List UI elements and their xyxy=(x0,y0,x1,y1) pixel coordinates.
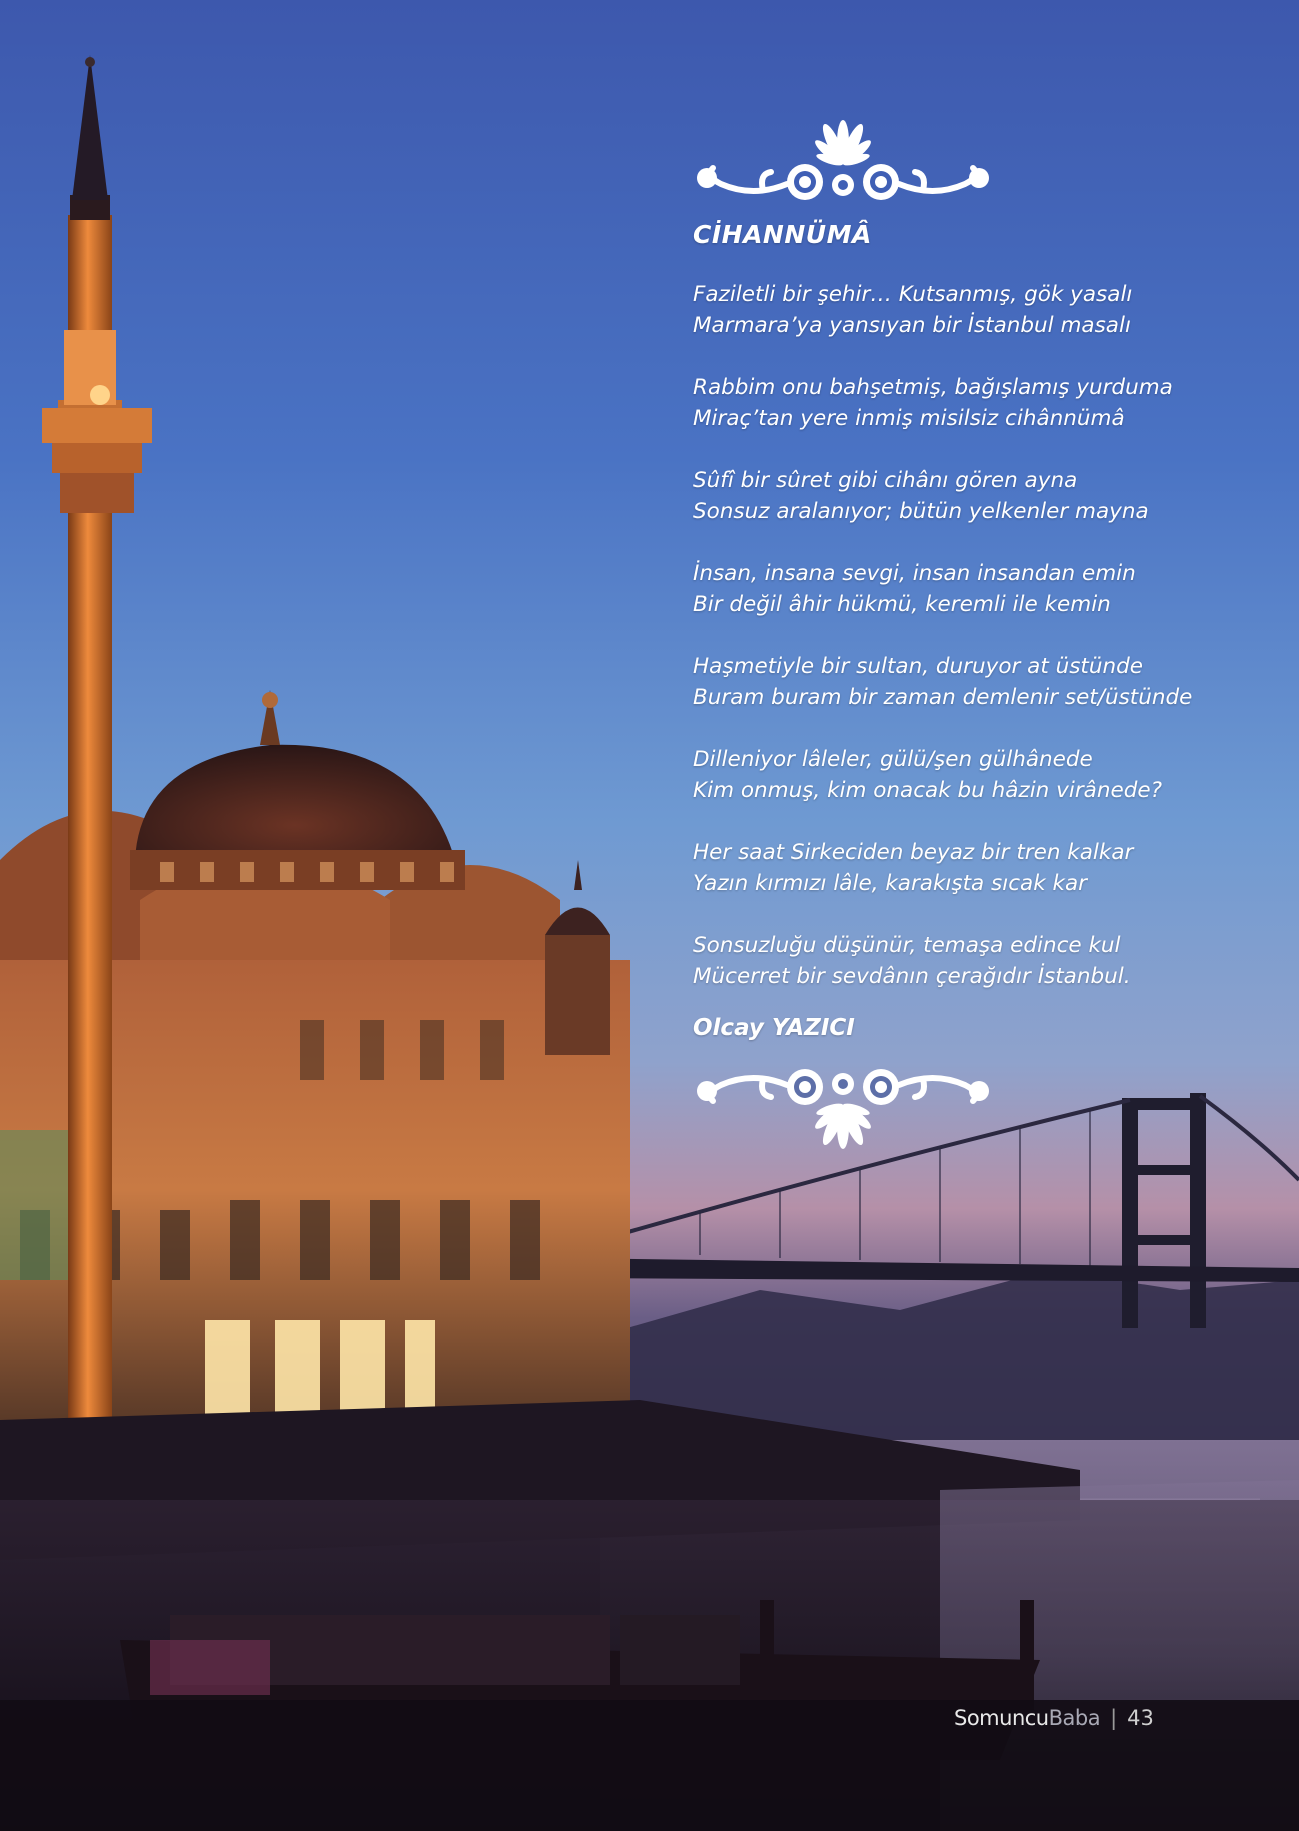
stanza xyxy=(693,465,1253,527)
stanza xyxy=(693,744,1253,806)
poem-line: Bir değil âhir hükmü, keremli ile kemin xyxy=(693,592,1111,617)
poem-line: Faziletli bir şehir… Kutsanmış, gök yasalı xyxy=(693,282,1133,307)
footer-separator: | xyxy=(1110,1706,1118,1730)
poem-line: İnsan, insana sevgi, insan insandan emin xyxy=(693,561,1136,586)
brand-name-part2: Baba xyxy=(1048,1706,1101,1730)
page-footer xyxy=(954,1703,1154,1733)
poem-line: Kim onmuş, kim onacak bu hâzin virânede? xyxy=(693,778,1162,803)
poem-title: CİHANNÜMÂ xyxy=(693,220,872,249)
stanza xyxy=(693,651,1253,713)
brand-name-part1: Somuncu xyxy=(954,1706,1049,1730)
poem-line: Buram buram bir zaman demlenir set/üstünde xyxy=(693,685,1193,710)
stanza xyxy=(693,372,1253,434)
poem-line: Marmara’ya yansıyan bir İstanbul masalı xyxy=(693,313,1131,338)
page-number: 43 xyxy=(1127,1706,1154,1730)
poem-line: Yazın kırmızı lâle, karakışta sıcak kar xyxy=(693,871,1087,896)
stanza xyxy=(693,558,1253,620)
scroll-ornament-icon xyxy=(693,110,993,210)
stanza xyxy=(693,930,1253,992)
poem-line: Mücerret bir sevdânın çerağıdır İstanbul. xyxy=(693,964,1131,989)
poem-line: Dilleniyor lâleler, gülü/şen gülhânede xyxy=(693,747,1093,772)
stanza xyxy=(693,837,1253,899)
poem-author: Olcay YAZICI xyxy=(693,1015,855,1041)
scroll-ornament-icon xyxy=(693,1059,993,1159)
poem-line: Sûfî bir sûret gibi cihânı gören ayna xyxy=(693,468,1078,493)
poem-block xyxy=(693,110,1253,1159)
poem-line: Sonsuz aralanıyor; bütün yelkenler mayna xyxy=(693,499,1149,524)
poem-line: Miraç’tan yere inmiş misilsiz cihânnümâ xyxy=(693,406,1125,431)
poem-line: Rabbim onu bahşetmiş, bağışlamış yurduma xyxy=(693,375,1173,400)
stanza xyxy=(693,279,1253,341)
poem-line: Sonsuzluğu düşünür, temaşa edince kul xyxy=(693,933,1121,958)
poem-line: Haşmetiyle bir sultan, duruyor at üstünde xyxy=(693,654,1143,679)
poem-line: Her saat Sirkeciden beyaz bir tren kalkar xyxy=(693,840,1134,865)
